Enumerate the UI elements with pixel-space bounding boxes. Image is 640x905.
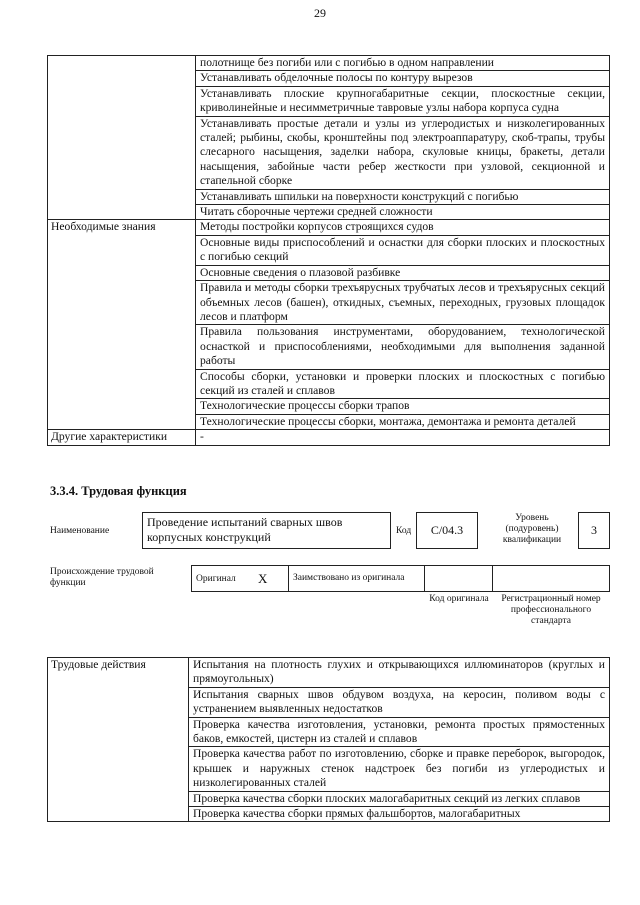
borrowed-label: Заимствовано из оригинала	[293, 573, 405, 583]
skill-item: Устанавливать плоские крупногабаритные секции, плоскостные секции, криволинейные и несимметричные тавровые узлы набора корпуса судна	[196, 86, 610, 116]
knowledge-item: Основные виды приспособлений и оснастки для сборки плоских и плоскостных с погибью секций	[196, 235, 610, 265]
original-cell	[191, 565, 289, 592]
original-mark: X	[258, 571, 268, 586]
knowledge-item: Методы постройки корпусов строящихся судов	[196, 220, 610, 235]
level-label: Уровень (подуровень) квалификации	[502, 513, 562, 545]
knowledge-item: Технологические процессы сборки трапов	[196, 399, 610, 414]
code-label: Код	[396, 526, 412, 536]
knowledge-label: Необходимые знания	[48, 220, 196, 430]
skill-item: полотнище без погиби или с погибью в одном направлении	[196, 56, 610, 71]
function-code-value: С/04.3	[416, 512, 478, 549]
labor-actions-label: Трудовые действия	[48, 658, 189, 822]
other-characteristics-value: -	[196, 430, 610, 445]
labor-actions-table	[47, 657, 610, 822]
page-number: 29	[314, 6, 326, 20]
code-original-cell	[424, 565, 493, 592]
section-title: 3.3.4. Трудовая функция	[50, 484, 187, 498]
borrowed-cell	[288, 565, 425, 592]
table-row	[48, 220, 610, 235]
skill-item: Устанавливать обделочные полосы по контуру вырезов	[196, 71, 610, 86]
knowledge-item: Правила пользования инструментами, оборудованием, технологической оснасткой и приспособлениями, необходимыми для выполнения заданной работы	[196, 325, 610, 369]
table-row	[48, 56, 610, 71]
origin-label: Происхождение трудовой функции	[50, 567, 154, 588]
function-name-value: Проведение испытаний сварных швов корпусных конструкций	[142, 512, 391, 549]
knowledge-item: Основные сведения о плазовой разбивке	[196, 265, 610, 280]
original-label: Оригинал	[196, 574, 236, 584]
knowledge-item: Технологические процессы сборки, монтажа, демонтажа и ремонта деталей	[196, 414, 610, 429]
table-row	[48, 430, 610, 445]
skill-item: Устанавливать шпильки на поверхности конструкций с погибью	[196, 189, 610, 204]
skills-label-cell	[48, 56, 196, 220]
code-original-caption: Код оригинала	[429, 594, 489, 604]
name-label: Наименование	[50, 526, 110, 536]
knowledge-item: Правила и методы сборки трехъярусных трубчатых лесов и трехъярусных секций объемных лесов (башен), откидных, съемных, переходных, грузовых площадок лесов и платформ	[196, 281, 610, 325]
reg-number-cell	[492, 565, 610, 592]
labor-action-item: Испытания сварных швов обдувом воздуха, на керосин, поливом воды с устранением выявленных недостатков	[189, 687, 610, 717]
labor-action-item: Проверка качества работ по изготовлению, сборке и правке переборок, выгородок, крышек и наружных стенок надстроек без погиби из углеродистых и низколегированных сталей	[189, 747, 610, 791]
other-characteristics-label: Другие характеристики	[48, 430, 196, 445]
skill-item: Читать сборочные чертежи средней сложности	[196, 205, 610, 220]
reg-number-caption: Регистрационный номер профессионального стандарта	[501, 594, 601, 626]
level-value: 3	[578, 512, 610, 549]
knowledge-item: Способы сборки, установки и проверки плоских и плоскостных с погибью секций из сталей и сплавов	[196, 369, 610, 399]
labor-action-item: Проверка качества сборки плоских малогабаритных секций из легких сплавов	[189, 791, 610, 806]
skill-item: Устанавливать простые детали и узлы из углеродистых и низколегированных сталей; рыбины, скобы, кронштейны под электроаппаратуру, скоб-трапы, трубы слесарного насыщения, заделки набора, скуловые кницы, бракеты, детали насыщения, забойные части ребер жесткости при узловой, секционной и стапельной сборке	[196, 116, 610, 189]
table-row	[48, 658, 610, 688]
labor-action-item: Проверка качества изготовления, установки, ремонта простых прямостенных баков, емкостей, цистерн из сталей и сплавов	[189, 717, 610, 747]
labor-action-item: Испытания на плотность глухих и открывающихся иллюминаторов (круглых и прямоугольных)	[189, 658, 610, 688]
skills-knowledge-table	[47, 55, 610, 446]
labor-action-item: Проверка качества сборки прямых фальшбортов, малогабаритных	[189, 807, 610, 822]
